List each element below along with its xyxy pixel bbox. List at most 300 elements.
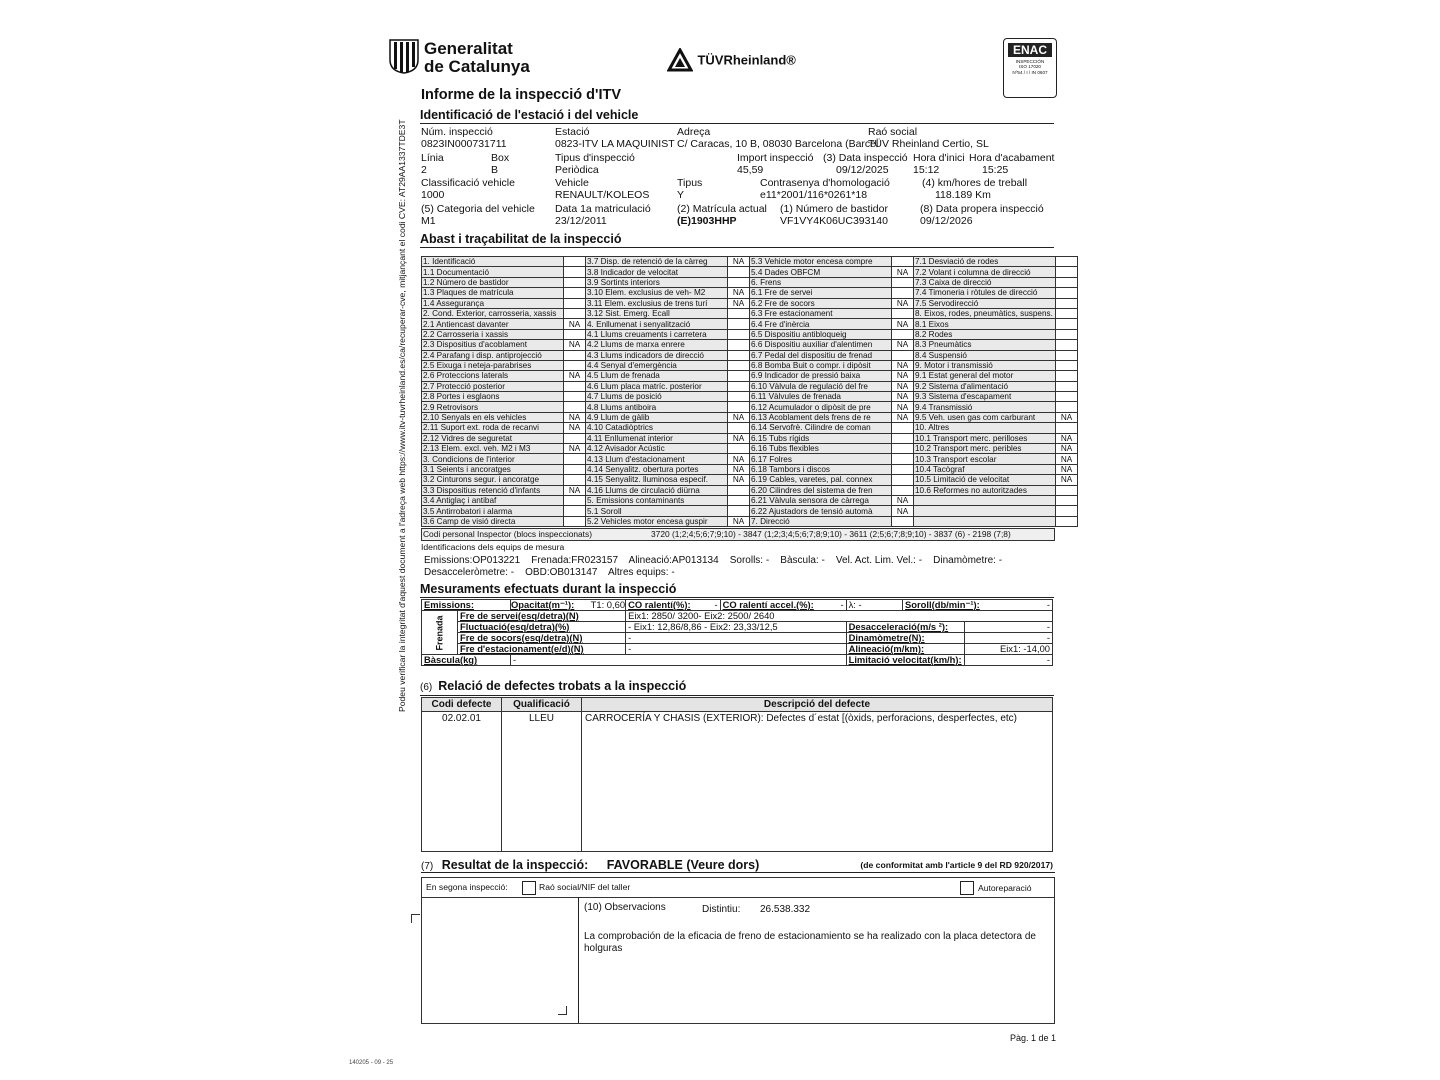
fre-servei-value: Eix1: 2850/ 3200- Eix2: 2500/ 2640 <box>626 611 1053 622</box>
scope-row <box>422 423 1078 433</box>
scope-item-status: NA <box>1056 464 1078 474</box>
scope-item-status <box>728 423 750 433</box>
scope-item: 3. Condicions de l'interior <box>422 454 564 464</box>
scope-item: 7.2 Volant i columna de direcció <box>914 267 1056 277</box>
scope-item-status <box>564 298 586 308</box>
scope-item-status <box>728 402 750 412</box>
scope-item: 4. Enllumenat i senyalització <box>586 319 728 329</box>
field-value: 0823IN000731711 <box>421 138 507 150</box>
scope-item-status: NA <box>1056 444 1078 454</box>
scope-row <box>422 319 1078 329</box>
scope-item: 10.2 Transport merc. peribles <box>914 444 1056 454</box>
opacity-label: Opacitat(m⁻¹): <box>511 599 575 610</box>
scope-item-status <box>1056 277 1078 287</box>
defects-table <box>421 697 1053 852</box>
scope-item-status <box>1056 485 1078 495</box>
field-value: 23/12/2011 <box>555 215 607 227</box>
enac-line-3: Nº54 / I / IN 0607 <box>1012 69 1048 75</box>
scope-row <box>422 402 1078 412</box>
field-label: (4) km/hores de treball <box>922 177 1028 189</box>
scope-item: 2. Cond. Exterior, carrosseria, xassis <box>422 308 564 318</box>
dinamometre-label: Dinamòmetre(N): <box>846 633 964 644</box>
co-accel-label: CO ralentí accel.(%): <box>722 599 814 610</box>
scope-item-status: NA <box>892 381 914 391</box>
soroll-label: Soroll(db/min⁻¹): <box>905 599 980 610</box>
result-number: (7) <box>421 861 434 872</box>
distintiu-value: 26.538.332 <box>760 904 811 915</box>
field-value: (E)1903HHP <box>677 215 737 227</box>
scope-item-status <box>728 267 750 277</box>
scope-item-status <box>1056 340 1078 350</box>
scope-item: 2.6 Proteccions laterals <box>422 371 564 381</box>
scope-item: 6.5 Dispositiu antibloqueig <box>750 329 892 339</box>
scope-item-status: NA <box>728 454 750 464</box>
scope-item: 6.20 Cilindres del sistema de fren <box>750 485 892 495</box>
scope-item-status <box>892 464 914 474</box>
scope-heading: Abast i traçabilitat de la inspecció <box>420 232 1054 248</box>
dinamometre-value: - <box>964 633 1052 644</box>
scope-item-status: NA <box>892 412 914 422</box>
scope-row <box>422 433 1078 443</box>
scope-item-status <box>728 340 750 350</box>
scope-item: 6.22 Ajustadors de tensió automà <box>750 506 892 516</box>
field-label: Hora d'inici <box>913 152 965 164</box>
scope-row <box>422 288 1078 298</box>
scope-item: 7.3 Caixa de direcció <box>914 277 1056 287</box>
field-value: Y <box>677 189 685 201</box>
field-value: RENAULT/KOLEOS <box>555 189 650 201</box>
scope-item-status <box>564 381 586 391</box>
scope-item-status <box>564 360 586 370</box>
scope-item-status: NA <box>728 464 750 474</box>
scope-item: 6. Frens <box>750 277 892 287</box>
scope-item-status: NA <box>564 340 586 350</box>
second-inspection-box <box>421 877 1055 1024</box>
scope-item: 6.11 Vàlvules de frenada <box>750 392 892 402</box>
field-label: Classificació vehicle <box>421 177 515 189</box>
scope-item-status: NA <box>728 433 750 443</box>
scope-item-status <box>564 288 586 298</box>
scope-item: 2.12 Vidres de seguretat <box>422 433 564 443</box>
scope-item-status: NA <box>564 423 586 433</box>
scope-item: 5.3 Vehicle motor encesa compre <box>750 257 892 267</box>
col-defect-code: Codi defecte <box>422 698 502 712</box>
scope-row <box>422 371 1078 381</box>
scope-item: 6.16 Tubs flexibles <box>750 444 892 454</box>
autoreparacio-label: Autoreparació <box>978 883 1032 893</box>
scope-item <box>914 495 1056 505</box>
scope-item <box>914 506 1056 516</box>
equipment-line-2: Desacceleròmetre: - OBD:OB013147 Altres equips: - <box>424 567 675 578</box>
field-label: Línia <box>421 152 444 164</box>
defects-title: Relació de defectes trobats a la inspecció <box>438 679 687 693</box>
scope-item: 6.9 Indicador de pressió baixa <box>750 371 892 381</box>
page-title: Informe de la inspecció d'ITV <box>421 87 622 103</box>
field-value: 09/12/2025 <box>836 164 889 176</box>
scope-item-status <box>728 506 750 516</box>
scope-row <box>422 412 1078 422</box>
measurements-table <box>421 599 1053 666</box>
field-value: 15:25 <box>982 164 1009 176</box>
defects-number: (6) <box>420 682 433 693</box>
scope-item: 4.4 Senyal d'emergència <box>586 360 728 370</box>
fluctuacio-value: - Eix1: 12,86/8,86 - Eix2: 23,33/12,5 <box>626 622 847 633</box>
field-label: Contrasenya d'homologació <box>760 177 890 189</box>
scope-item <box>914 516 1056 526</box>
scope-item: 2.4 Parafang i disp. antiprojecció <box>422 350 564 360</box>
scope-item-status <box>1056 350 1078 360</box>
scope-item-status <box>1056 308 1078 318</box>
scope-item-status <box>892 277 914 287</box>
scope-item-status <box>892 350 914 360</box>
scope-row <box>422 475 1078 485</box>
scope-item: 4.1 Llums creuaments i carretera <box>586 329 728 339</box>
scope-item: 6.18 Tambors i discos <box>750 464 892 474</box>
field-value: 118.189 Km <box>935 189 991 201</box>
scope-item: 6.4 Fre d'inèrcia <box>750 319 892 329</box>
scope-item-status <box>728 371 750 381</box>
field-value: 2 <box>421 164 427 176</box>
scope-item-status: NA <box>892 506 914 516</box>
scope-item-status <box>564 506 586 516</box>
opacity-value: T1: 0,60 <box>590 599 626 610</box>
co-accel-value: - <box>840 599 844 610</box>
field-label: (8) Data propera inspecció <box>920 203 1044 215</box>
scope-item-status <box>1056 360 1078 370</box>
field-label: (3) Data inspecció <box>823 152 908 164</box>
scope-item: 10.3 Transport escolar <box>914 454 1056 464</box>
field-value: 1000 <box>421 189 445 201</box>
field-label: Adreça <box>677 126 711 138</box>
tuv-logo <box>667 48 796 72</box>
co-ralenti-value: - <box>714 599 718 610</box>
scope-item: 4.6 Llum placa matríc. posterior <box>586 381 728 391</box>
scope-item: 2.8 Portes i esglaons <box>422 392 564 402</box>
scope-item-status: NA <box>564 444 586 454</box>
scope-item: 10.4 Tacògraf <box>914 464 1056 474</box>
scope-row <box>422 298 1078 308</box>
scope-item: 3.7 Disp. de retenció de la càrreg <box>586 257 728 267</box>
scope-item: 3.11 Elem. exclusius de trens turí <box>586 298 728 308</box>
scope-item: 8.3 Pneumàtics <box>914 340 1056 350</box>
scope-item-status: NA <box>564 485 586 495</box>
scope-item: 9.4 Transmissió <box>914 402 1056 412</box>
observations-label: (10) Observacions <box>584 902 666 913</box>
scope-item-status: NA <box>728 475 750 485</box>
scope-item-status: NA <box>728 412 750 422</box>
tuv-name: TÜVRheinland® <box>697 52 796 68</box>
scope-item: 9.3 Sistema d'escapament <box>914 392 1056 402</box>
scope-row <box>422 464 1078 474</box>
field-value: C/ Caracas, 10 B, 08030 Barcelona (Barcel <box>677 138 879 150</box>
scope-item-status: NA <box>892 298 914 308</box>
scope-item-status: NA <box>892 371 914 381</box>
scope-row <box>422 444 1078 454</box>
scope-row <box>422 329 1078 339</box>
field-label: Vehicle <box>555 177 589 189</box>
scope-row <box>422 381 1078 391</box>
scope-item-status <box>892 308 914 318</box>
scope-item-status <box>892 454 914 464</box>
scope-item-status: NA <box>892 402 914 412</box>
result-value: FAVORABLE (Veure dors) <box>606 858 760 872</box>
desacceleracio-value: - <box>964 622 1052 633</box>
defect-description: CARROCERÍA Y CHASIS (EXTERIOR): Defectes d´estat [(òxids, perforacions, desperfectes, etc) <box>582 712 1053 852</box>
scope-row <box>422 257 1078 267</box>
scope-item-status: NA <box>728 257 750 267</box>
scope-item: 1.3 Plaques de matrícula <box>422 288 564 298</box>
scope-row <box>422 308 1078 318</box>
field-label: (5) Categoria del vehicle <box>421 203 535 215</box>
bascula-value: - <box>511 655 847 666</box>
equipment-label: Identificacions dels equips de mesura <box>421 542 565 552</box>
equipment-line-1: Emissions:OP013221 Frenada:FR023157 Alineació:AP013134 Sorolls: - Bàscula: - Vel. Act. Lim. Vel.: - Dinamòmetre: - <box>424 555 1003 566</box>
generalitat-name-1: Generalitat <box>424 39 513 58</box>
scope-item: 6.19 Cables, varetes, pal. connex <box>750 475 892 485</box>
scope-item: 2.10 Senyals en els vehicles <box>422 412 564 422</box>
scope-item: 4.8 Llums antiboira <box>586 402 728 412</box>
scope-row <box>422 267 1078 277</box>
taller-label: Raó social/NIF del taller <box>539 882 631 892</box>
alineacio-value: Eix1: -14,00 <box>964 644 1052 655</box>
scope-item: 2.1 Antiencast davanter <box>422 319 564 329</box>
scope-item: 3.4 Antiglaç i antibaf <box>422 495 564 505</box>
corner-mark <box>411 914 420 923</box>
field-value: 09/12/2026 <box>920 215 973 227</box>
scope-row <box>422 340 1078 350</box>
scope-item-status <box>728 381 750 391</box>
observations-text: La comprobación de la eficacia de freno de estacionamiento se ha realizado con la placa detectora de holguras <box>584 931 1036 954</box>
scope-item: 1. Identificació <box>422 257 564 267</box>
scope-item: 2.2 Carrosseria i xassis <box>422 329 564 339</box>
generalitat-emblem-icon <box>388 38 420 74</box>
scope-item-status: NA <box>564 319 586 329</box>
field-value: 15:12 <box>913 164 940 176</box>
scope-row <box>422 277 1078 287</box>
enac-seal <box>1003 38 1057 98</box>
scope-item: 10.1 Transport merc. perilloses <box>914 433 1056 443</box>
scope-item: 9.2 Sistema d'alimentació <box>914 381 1056 391</box>
fre-estacionament-value: - <box>626 644 847 655</box>
taller-checkbox[interactable] <box>522 881 536 895</box>
scope-item-status <box>728 350 750 360</box>
field-value: VF1VY4K06UC393140 <box>780 215 888 227</box>
field-label: Núm. inspecció <box>421 126 493 138</box>
limitacio-label: Limitació velocitat(km/h): <box>846 655 964 666</box>
fre-socors-label: Fre de socors(esq/detra)(N) <box>458 633 626 644</box>
enac-line-2: ISO 17020 <box>1019 64 1041 70</box>
bascula-label: Bàscula(kg) <box>422 655 511 666</box>
scope-item: 6.17 Folres <box>750 454 892 464</box>
alineacio-label: Alineació(m/km): <box>846 644 964 655</box>
scope-item: 4.13 Llum d'estacionament <box>586 454 728 464</box>
scope-item: 2.5 Eixuga i neteja-parabrises <box>422 360 564 370</box>
fluctuacio-label: Fluctuació(esq/detra)(%) <box>458 622 626 633</box>
scope-item: 1.4 Assegurança <box>422 298 564 308</box>
scope-item-status <box>728 485 750 495</box>
field-label: Data 1a matriculació <box>555 203 651 215</box>
result-note: (de conformitat amb l'article 9 del RD 920/2017) <box>860 860 1053 870</box>
scope-item: 4.3 Llums indicadors de direcció <box>586 350 728 360</box>
scope-row <box>422 485 1078 495</box>
scope-item-status <box>564 495 586 505</box>
scope-item-status <box>564 402 586 412</box>
scope-item: 6.14 Servofrè. Cilindre de coman <box>750 423 892 433</box>
scope-item: 6.2 Fre de socors <box>750 298 892 308</box>
scope-item-status <box>728 319 750 329</box>
scope-item-status: NA <box>892 495 914 505</box>
scope-item-status <box>564 308 586 318</box>
defects-heading <box>420 679 1054 696</box>
scope-item: 2.9 Retrovisors <box>422 402 564 412</box>
scope-item: 9. Motor i transmissió <box>914 360 1056 370</box>
inspector-value: 3720 (1;2;4;5;6;7;9;10) - 3847 (1;2;3;4;5;6;7;8;9;10) - 3611 (2;5;6;7;8;9;10) - 3837 (6) - 2198 (7;8) <box>651 529 1011 539</box>
scope-item: 8.4 Suspensió <box>914 350 1056 360</box>
scope-item-status <box>892 433 914 443</box>
field-value: 0823-ITV LA MAQUINIST <box>555 138 675 150</box>
scope-item: 3.6 Camp de visió directa <box>422 516 564 526</box>
scope-row <box>422 506 1078 516</box>
scope-item-status: NA <box>892 319 914 329</box>
fre-socors-value: - <box>626 633 847 644</box>
scope-item-status: NA <box>1056 454 1078 464</box>
scope-item: 10. Altres <box>914 423 1056 433</box>
scope-item-status <box>728 392 750 402</box>
enac-line-1: INSPECCIÓN <box>1015 59 1045 64</box>
scope-item-status <box>1056 288 1078 298</box>
scope-item: 4.2 Llums de marxa enrere <box>586 340 728 350</box>
scope-item: 6.10 Vàlvula de regulació del fre <box>750 381 892 391</box>
scope-item: 5.1 Soroll <box>586 506 728 516</box>
generalitat-name-2: de Catalunya <box>424 57 530 76</box>
scope-item: 1.1 Documentació <box>422 267 564 277</box>
scope-item-status: NA <box>564 412 586 422</box>
scope-item: 2.3 Dispositius d'acoblament <box>422 340 564 350</box>
scope-item-status <box>1056 257 1078 267</box>
corner-mark <box>558 1006 567 1015</box>
scope-item: 8. Eixos, rodes, pneumàtics, suspens. <box>914 308 1056 318</box>
scope-row <box>422 392 1078 402</box>
field-label: Tipus d'inspecció <box>555 152 635 164</box>
table-row <box>422 712 1053 852</box>
scope-item-status <box>1056 329 1078 339</box>
scope-item-status <box>1056 495 1078 505</box>
autoreparacio-checkbox[interactable] <box>960 881 974 895</box>
scope-item-status <box>728 277 750 287</box>
fre-servei-label: Fre de servei(esq/detra)(N) <box>458 611 626 622</box>
scope-item: 3.3 Dispositius retenció d'infants <box>422 485 564 495</box>
distintiu-label: Distintiu: <box>702 904 741 915</box>
scope-item-status: NA <box>892 360 914 370</box>
scope-item: 7.4 Timoneria i ròtules de direcció <box>914 288 1056 298</box>
scope-item: 4.16 Llums de circulació diürna <box>586 485 728 495</box>
scope-item: 6.13 Acoblament dels frens de re <box>750 412 892 422</box>
field-value: TÜV Rheinland Certio, SL <box>868 138 989 150</box>
scope-item-status <box>892 288 914 298</box>
scope-item: 7.5 Servodirecció <box>914 298 1056 308</box>
scope-item: 4.12 Avisador Acústic <box>586 444 728 454</box>
field-value: 45,59 <box>737 164 764 176</box>
scope-item-status <box>1056 319 1078 329</box>
scope-item-status: NA <box>1056 433 1078 443</box>
scope-item-status <box>1056 516 1078 526</box>
scope-item-status <box>1056 381 1078 391</box>
scope-item-status <box>564 277 586 287</box>
scope-item: 2.7 Protecció posterior <box>422 381 564 391</box>
scope-item-status <box>1056 267 1078 277</box>
scope-item: 3.12 Sist. Emerg. Ecall <box>586 308 728 318</box>
generalitat-logo <box>388 38 420 74</box>
scope-item: 6.8 Bomba Buit o compr. i dipòsit <box>750 360 892 370</box>
inspector-label: Codi personal Inspector (blocs inspeccionats) <box>423 529 592 539</box>
field-value: e11*2001/116*0261*18 <box>760 189 868 201</box>
scope-item-status <box>564 257 586 267</box>
inspection-scope-table <box>421 256 1078 527</box>
scope-item-status <box>728 329 750 339</box>
lambda-value: - <box>858 599 862 610</box>
scope-item: 3.5 Antirrobatori i alarma <box>422 506 564 516</box>
field-value: M1 <box>421 215 436 227</box>
scope-item: 3.10 Elem. exclusius de veh- M2 <box>586 288 728 298</box>
identification-heading: Identificació de l'estació i del vehicle <box>420 108 1054 124</box>
field-label: Tipus <box>677 177 703 189</box>
scope-row <box>422 360 1078 370</box>
scope-item: 3.8 Indicador de velocitat <box>586 267 728 277</box>
second-inspection-label: En segona inspecció: <box>426 882 508 892</box>
scope-item: 2.13 Elem. excl. veh. M2 i M3 <box>422 444 564 454</box>
scope-item-status: NA <box>1056 475 1078 485</box>
scope-item-status <box>564 392 586 402</box>
scope-item: 6.12 Acumulador o dipòsit de pre <box>750 402 892 412</box>
scope-item: 8.1 Eixos <box>914 319 1056 329</box>
field-label: Hora d'acabament <box>969 152 1055 164</box>
col-qualification: Qualificació <box>502 698 582 712</box>
scope-item-status: NA <box>564 371 586 381</box>
scope-row <box>422 454 1078 464</box>
defect-qualification: LLEU <box>502 712 582 852</box>
field-value: Periòdica <box>555 164 599 176</box>
frenada-label: Frenada <box>434 614 445 651</box>
scope-item: 4.5 Llum de frenada <box>586 371 728 381</box>
measurements-heading: Mesuraments efectuats durant la inspecció <box>420 582 1054 598</box>
scope-item: 3.2 Cinturons segur. i ancoratge <box>422 475 564 485</box>
scope-item: 9.1 Estat general del motor <box>914 371 1056 381</box>
scope-item: 10.6 Reformes no autoritzades <box>914 485 1056 495</box>
scope-item: 1.2 Número de bastidor <box>422 277 564 287</box>
scope-row <box>422 350 1078 360</box>
side-verification-text: Podeu verificar la integritat d'aquest document a l'adreça web https://www.itv-tuvrheinland.es/ca/recuperar-cve, mitjançant el codi CVE: AT29AA1337TDE3T <box>397 119 407 712</box>
enac-label: ENAC <box>1008 43 1052 57</box>
scope-item-status <box>892 475 914 485</box>
scope-item: 5.4 Dades OBFCM <box>750 267 892 277</box>
field-label: Box <box>491 152 510 164</box>
field-label: Raó social <box>868 126 918 138</box>
scope-item-status <box>728 444 750 454</box>
scope-item-status <box>892 444 914 454</box>
scope-item-status <box>564 475 586 485</box>
second-inspection-row <box>422 878 1054 898</box>
field-label: Import inspecció <box>737 152 814 164</box>
scope-item-status <box>892 329 914 339</box>
scope-item: 4.11 Enllumenat interior <box>586 433 728 443</box>
result-bar <box>421 856 1055 873</box>
scope-item-status <box>892 423 914 433</box>
scope-item: 2.11 Suport ext. roda de recanvi <box>422 423 564 433</box>
scope-item-status: NA <box>1056 412 1078 422</box>
scope-item: 9.5 Veh. usen gas com carburant <box>914 412 1056 422</box>
scope-item-status: NA <box>892 392 914 402</box>
scope-item: 3.9 Sortints interiors <box>586 277 728 287</box>
